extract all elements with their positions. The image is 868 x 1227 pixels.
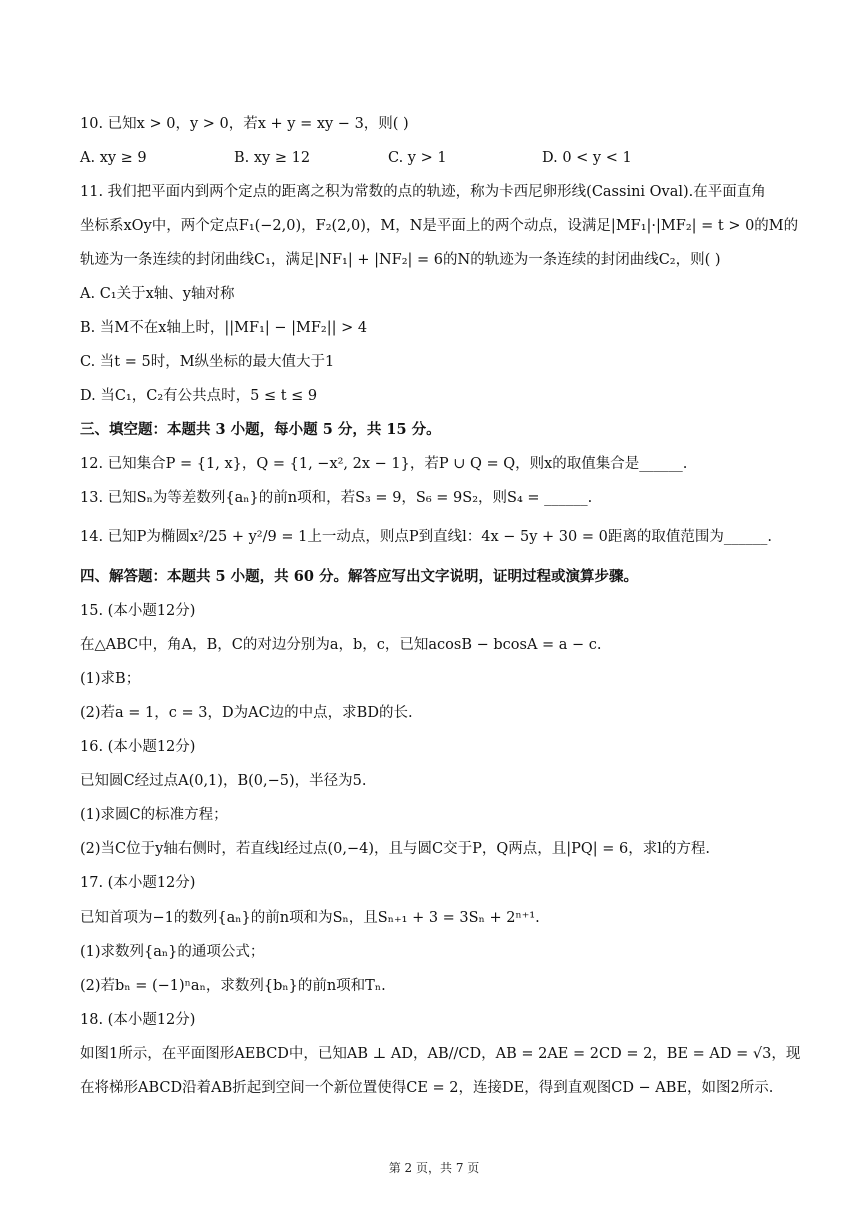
option-d: D. 0 < y < 1 <box>542 150 632 166</box>
question-17-stem: 已知首项为−1的数列{aₙ}的前n项和为Sₙ，且Sₙ₊₁ + 3 = 3Sₙ + 2ⁿ⁺¹. <box>80 910 540 926</box>
question-12: 12. 已知集合P = {1, x}，Q = {1, −x², 2x − 1}，若P ∪ Q = Q，则x的取值集合是______. <box>80 456 688 472</box>
question-14: 14. 已知P为椭圆x²/25 + y²/9 = 1上一动点，则点P到直线l：4x − 5y + 30 = 0距离的取值范围为______. <box>80 529 772 545</box>
question-11-option-d: D. 当C₁，C₂有公共点时，5 ≤ t ≤ 9 <box>80 388 318 404</box>
question-16-part-2: (2)当C位于y轴右侧时，若直线l经过点(0,−4)，且与圆C交于P，Q两点，且|PQ| = 6，求l的方程. <box>80 841 710 857</box>
question-18-header: 18. (本小题12分) <box>80 1012 196 1028</box>
section-solutions-heading: 四、解答题：本题共 5 小题，共 60 分。解答应写出文字说明，证明过程或演算步骤。 <box>80 568 638 585</box>
question-15-header: 15. (本小题12分) <box>80 603 196 619</box>
question-11-option-c: C. 当t = 5时，M纵坐标的最大值大于1 <box>80 354 335 370</box>
option-b: B. xy ≥ 12 <box>234 150 311 166</box>
question-11-option-b: B. 当M不在x轴上时，||MF₁| − |MF₂|| > 4 <box>80 320 368 336</box>
page-footer: 第 2 页，共 7 页 <box>388 1161 480 1175</box>
question-10-stem: 10. 已知x > 0，y > 0，若x + y = xy − 3，则( ) <box>80 116 409 132</box>
question-17-part-2: (2)若bₙ = (−1)ⁿaₙ，求数列{bₙ}的前n项和Tₙ. <box>80 978 386 994</box>
question-13: 13. 已知Sₙ为等差数列{aₙ}的前n项和，若S₃ = 9，S₆ = 9S₂，则S₄ = ______. <box>80 490 593 506</box>
section-fill-in-heading: 三、填空题：本题共 3 小题，每小题 5 分，共 15 分。 <box>80 421 441 438</box>
question-18-stem-line-2: 在将梯形ABCD沿着AB折起到空间一个新位置使得CE = 2，连接DE，得到直观图CD − ABE，如图2所示. <box>80 1080 774 1096</box>
option-a: A. xy ≥ 9 <box>80 150 147 166</box>
question-15-part-1: (1)求B； <box>80 671 141 687</box>
option-c: C. y > 1 <box>388 150 447 166</box>
question-11-stem-line-1: 11. 我们把平面内到两个定点的距离之积为常数的点的轨迹，称为卡西尼卵形线(Cassini Oval).在平面直角 <box>80 184 766 200</box>
question-15-stem: 在△ABC中，角A，B，C的对边分别为a，b，c，已知acosB − bcosA = a − c. <box>80 637 602 653</box>
question-17-part-1: (1)求数列{aₙ}的通项公式； <box>80 944 265 960</box>
question-18-stem-line-1: 如图1所示，在平面图形AEBCD中，已知AB ⊥ AD，AB//CD，AB = 2AE = 2CD = 2，BE = AD = √3，现 <box>80 1046 801 1062</box>
question-16-header: 16. (本小题12分) <box>80 739 196 755</box>
question-11-stem-line-2: 坐标系xOy中，两个定点F₁(−2,0)，F₂(2,0)，M，N是平面上的两个动点，设满足|MF₁|·|MF₂| = t > 0的M的 <box>80 218 799 234</box>
question-16-stem: 已知圆C经过点A(0,1)，B(0,−5)，半径为5. <box>80 773 367 789</box>
question-15-part-2: (2)若a = 1，c = 3，D为AC边的中点，求BD的长. <box>80 705 413 721</box>
question-16-part-1: (1)求圆C的标准方程； <box>80 807 228 823</box>
question-11-stem-line-3: 轨迹为一条连续的封闭曲线C₁，满足|NF₁| + |NF₂| = 6的N的轨迹为一条连续的封闭曲线C₂，则( ) <box>80 252 721 268</box>
question-10-options <box>80 148 800 168</box>
question-17-header: 17. (本小题12分) <box>80 875 196 891</box>
question-11-option-a: A. C₁关于x轴、y轴对称 <box>80 286 235 302</box>
